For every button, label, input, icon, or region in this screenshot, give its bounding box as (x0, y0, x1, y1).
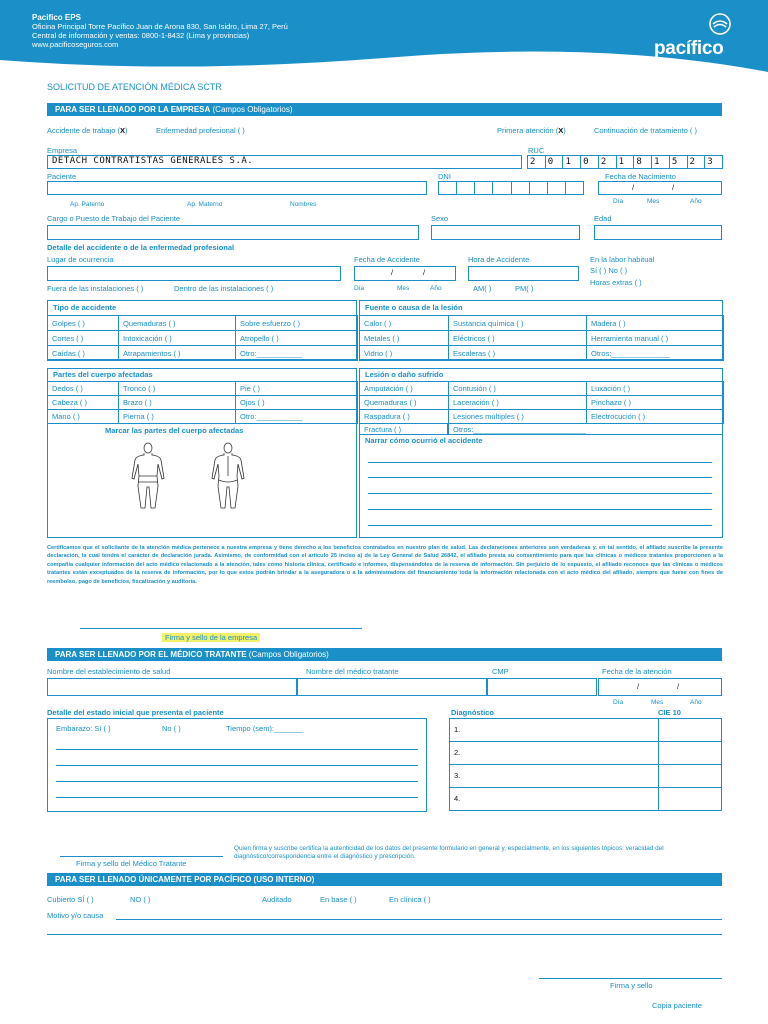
ruc-digit-box[interactable]: 5 (669, 155, 688, 169)
fecha-acc-dia: Día (354, 285, 365, 292)
pacifico-logo-text: pacífico (654, 38, 724, 59)
partes-cuerpo-option[interactable]: Mano ( ) (47, 409, 119, 424)
estado-line-2[interactable] (56, 765, 418, 766)
cie10-cell[interactable] (658, 718, 722, 742)
edad-field[interactable] (594, 225, 722, 240)
copia-paciente-label: Copia paciente (652, 1001, 703, 1010)
fecha-nacimiento-label: Fecha de Nacimiento (605, 172, 676, 181)
ruc-digit-box[interactable]: 2 (687, 155, 706, 169)
am-option[interactable]: AM( ) (473, 284, 492, 293)
motivo-line-2[interactable] (47, 934, 722, 935)
ruc-digit-box[interactable]: 1 (616, 155, 635, 169)
narrar-line-1[interactable] (368, 462, 712, 463)
company-web: www.pacificoseguros.com (32, 40, 119, 49)
body-back-figure[interactable] (208, 442, 248, 510)
continuacion-option[interactable]: Continuación de tratamiento ( ) (594, 126, 697, 135)
fecha-at-slash1: / (637, 682, 640, 691)
dni-digit-box[interactable] (438, 181, 457, 195)
lesion-dano-option[interactable]: Raspadura ( ) (359, 409, 449, 424)
fecha-acc-anio: Año (430, 285, 442, 292)
cargo-field[interactable] (47, 225, 419, 240)
primera-atencion-option[interactable] (497, 126, 566, 135)
primera-atencion-close: ) (563, 126, 566, 135)
fuente-lesion-option[interactable]: Vidrio ( ) (359, 345, 449, 361)
firma-empresa-label (162, 633, 260, 642)
hora-accidente-label: Hora de Accidente (468, 255, 530, 264)
sexo-label: Sexo (431, 214, 449, 223)
partes-cuerpo-title: Partes del cuerpo afectadas (53, 370, 153, 379)
enfermedad-profesional-option[interactable]: Enfermedad profesional ( ) (156, 126, 245, 135)
ruc-digit-box[interactable]: 2 (527, 155, 546, 169)
estado-line-3[interactable] (56, 781, 418, 782)
certificacion-text: Certificamos que el solicitante de la atención médica pertenece a nuestra empresa y tiene derecho a los beneficios contratados en nuestro plan de salud. Las declaraciones anteriores son verdaderas y, en tal sentido, el afiliado suscribe la presente declaración, la cual tendrá el carácter de declaración jurada. Asimismo, de conformidad con el artículo 25 inciso a) de la Ley General de Salud 26842, el afiliado presta su consentimiento para que las clínicas o médicos tratantes proporcionen a la compañía cualquier información del acto médico relacionado a la atención, tales como historia clínica, certificado e informes, dispensándoles de la reserva de información. Sin perjuicio de lo expuesto, el afiliado reconoce que las clínicas o médicos tratantes están exceptuados de la reserva de información, por lo que estos podrán brindar a la aseguradora o a la administradora del financiamiento toda la información relacionada con el acto médico del afiliado, siempre que fuese con fines de reembolso, pago de beneficios, fiscalización y auditoría. (47, 545, 723, 585)
en-clinica-option[interactable]: En clínica ( ) (389, 895, 431, 904)
fecha-acc-mes: Mes (397, 285, 410, 292)
dni-digit-box[interactable] (511, 181, 530, 195)
diagnostico-row[interactable]: 4. (449, 787, 659, 811)
fecha-nac-slash2: / (672, 183, 675, 192)
lesion-dano-option[interactable]: Amputación ( ) (359, 381, 449, 396)
fecha-at-slash2: / (677, 682, 680, 691)
medico-bar-note: (Campos Obligatorios) (248, 650, 329, 659)
fecha-atencion-field[interactable] (598, 678, 722, 696)
dni-digit-box[interactable] (529, 181, 548, 195)
pacifico-section-bar (47, 873, 722, 886)
fuente-lesion-option[interactable]: Eléctricos ( ) (448, 330, 587, 346)
narrar-line-2[interactable] (368, 477, 712, 478)
lesion-dano-option[interactable]: Contusión ( ) (448, 381, 587, 396)
fecha-nac-slash1: / (632, 183, 635, 192)
ruc-digit-box[interactable]: 2 (598, 155, 617, 169)
partes-cuerpo-option[interactable]: Ojos ( ) (235, 395, 358, 410)
ruc-digit-box[interactable]: 0 (580, 155, 599, 169)
accidente-trabajo-option[interactable] (47, 126, 127, 135)
body-front-figure[interactable] (128, 442, 168, 510)
dni-digit-box[interactable] (492, 181, 511, 195)
fuente-lesion-option[interactable]: Otros:______________ (586, 345, 724, 361)
pacifico-bar-title: PARA SER LLENADO ÚNICAMENTE POR PACÍFICO (USO INTERNO) (55, 875, 315, 884)
ruc-digit-box[interactable]: 8 (633, 155, 652, 169)
ap-materno-label: Ap. Materno (187, 201, 223, 208)
empresa-label: Empresa (47, 146, 78, 155)
lesion-dano-option[interactable]: Laceración ( ) (448, 395, 587, 410)
fuente-lesion-option[interactable]: Calor ( ) (359, 315, 449, 331)
horas-extras[interactable]: Horas extras ( ) (590, 278, 642, 287)
ruc-digit-box[interactable]: 1 (562, 155, 581, 169)
firma-empresa-highlight: Firma y sello de la empresa (162, 633, 260, 642)
accidente-trabajo-mark: X (119, 126, 125, 135)
dni-label: DNI (438, 172, 451, 181)
cie10-cell[interactable] (658, 787, 722, 811)
firma-sello-label: Firma y sello (610, 981, 653, 990)
dni-digit-box[interactable] (565, 181, 584, 195)
fuente-lesion-option[interactable]: Escaleras ( ) (448, 345, 587, 361)
tipo-accidente-option[interactable]: Otro:___________ (235, 345, 358, 361)
tipo-accidente-option[interactable]: Golpes ( ) (47, 315, 119, 331)
tipo-accidente-title: Tipo de accidente (53, 303, 117, 312)
fecha-at-anio: Año (690, 699, 702, 706)
fuera-instalaciones[interactable]: Fuera de las instalaciones ( ) (47, 284, 144, 293)
medico-label: Nombre del médico tratante (306, 667, 399, 676)
estado-line-1[interactable] (56, 749, 418, 750)
tipo-accidente-option[interactable]: Sobre esfuerzo ( ) (235, 315, 358, 331)
dni-digit-box[interactable] (547, 181, 566, 195)
fecha-atencion-label: Fecha de la atención (602, 667, 672, 676)
tipo-accidente-option[interactable]: Intoxicación ( ) (118, 330, 236, 346)
tipo-accidente-option[interactable]: Quemaduras ( ) (118, 315, 236, 331)
detalle-title: Detalle del accidente o de la enfermedad profesional (47, 243, 235, 252)
header-info (32, 13, 288, 49)
paciente-field[interactable] (47, 181, 427, 195)
lesion-dano-option[interactable]: Quemaduras ( ) (359, 395, 449, 410)
narrar-line-3[interactable] (368, 493, 712, 494)
firma-sello-line[interactable] (539, 978, 722, 979)
fuente-lesion-option[interactable]: Metales ( ) (359, 330, 449, 346)
partes-cuerpo-option[interactable]: Cabeza ( ) (47, 395, 119, 410)
lesion-dano-option[interactable]: Lesiones múltiples ( ) (448, 409, 587, 424)
auditado-label: Auditado (262, 895, 292, 904)
primera-atencion-label: Primera atención ( (497, 126, 559, 135)
ruc-field[interactable] (527, 155, 722, 169)
fuente-lesion-title: Fuente o causa de la lesión (365, 303, 463, 312)
fecha-accidente-label: Fecha de Accidente (354, 255, 420, 264)
ruc-digit-box[interactable]: 0 (545, 155, 564, 169)
diagnostico-title: Diagnóstico (451, 708, 494, 717)
tipo-accidente-option[interactable]: Atrapamientos ( ) (118, 345, 236, 361)
cubierto-no[interactable]: NO ( ) (130, 895, 151, 904)
medico-field[interactable] (297, 678, 487, 696)
labor-habitual-label: En la labor habitual (590, 255, 655, 264)
cmp-field[interactable] (487, 678, 597, 696)
company-name: Pacifico EPS (32, 13, 81, 22)
dni-digit-box[interactable] (456, 181, 475, 195)
firma-medico-line[interactable] (60, 856, 223, 857)
lesion-dano-option[interactable]: Luxación ( ) (586, 381, 724, 396)
partes-cuerpo-option[interactable]: Otro:___________ (235, 409, 358, 424)
tipo-accidente-option[interactable]: Cortes ( ) (47, 330, 119, 346)
partes-cuerpo-option[interactable]: Pierna ( ) (118, 409, 236, 424)
ap-paterno-label: Ap. Paterno (70, 201, 105, 208)
embarazo-no[interactable]: No ( ) (162, 724, 181, 733)
establecimiento-label: Nombre del establecimiento de salud (47, 667, 171, 676)
empresa-bar-note: (Campos Obligatorios) (212, 105, 293, 114)
cie10-cell[interactable] (658, 741, 722, 765)
accidente-trabajo-label: Accidente de trabajo ( (47, 126, 120, 135)
cubierto-si[interactable]: Cubierto SÍ ( ) (47, 895, 94, 904)
primera-atencion-mark: X (558, 126, 564, 135)
partes-cuerpo-option[interactable]: Dedos ( ) (47, 381, 119, 396)
company-address: Oficina Principal Torre Pacífico Juan de Arona 830, San Isidro, Lima 27, Perú (32, 22, 288, 31)
empresa-section-bar (47, 103, 722, 116)
nombres-label: Nombres (290, 201, 317, 208)
narrar-label: Narrar cómo ocurrió el accidente (365, 436, 483, 445)
tiempo-semanas[interactable]: Tiempo (sem):_______ (226, 724, 304, 733)
pacifico-logo-icon (708, 12, 732, 36)
partes-cuerpo-option[interactable]: Tronco ( ) (118, 381, 236, 396)
empresa-value: DETACH CONTRATISTAS GENERALES S.A. (52, 156, 254, 166)
sexo-field[interactable] (431, 225, 580, 240)
ruc-digit-box[interactable]: 1 (651, 155, 670, 169)
narrar-line-4[interactable] (368, 509, 712, 510)
dni-field[interactable] (438, 181, 583, 195)
tipo-accidente-option[interactable]: Caídas ( ) (47, 345, 119, 361)
fecha-at-dia: Día (613, 699, 624, 706)
labor-si-no[interactable]: Sí ( ) No ( ) (590, 266, 628, 275)
fuente-lesion-option[interactable]: Madera ( ) (586, 315, 724, 331)
firma-empresa-line[interactable] (80, 628, 362, 629)
motivo-label: Motivo y/o causa (47, 911, 104, 920)
diagnostico-row[interactable]: 2. (449, 741, 659, 765)
paciente-label: Paciente (47, 172, 77, 181)
fecha-acc-slash2: / (423, 268, 426, 277)
fecha-at-mes: Mes (651, 699, 664, 706)
fuente-lesion-option[interactable]: Sustancia química ( ) (448, 315, 587, 331)
cmp-label: CMP (492, 667, 509, 676)
ruc-digit-box[interactable]: 3 (704, 155, 723, 169)
fecha-accidente-field[interactable] (354, 266, 456, 281)
narrar-line-5[interactable] (368, 525, 712, 526)
partes-cuerpo-option[interactable]: Pie ( ) (235, 381, 358, 396)
estado-inicial-title: Detalle del estado inicial que presenta el paciente (47, 708, 224, 717)
diagnostico-row[interactable]: 1. (449, 718, 659, 742)
cargo-label: Cargo o Puesto de Trabajo del Paciente (47, 214, 181, 223)
edad-label: Edad (594, 214, 612, 223)
fecha-acc-slash1: / (391, 268, 394, 277)
partes-cuerpo-option[interactable]: Brazo ( ) (118, 395, 236, 410)
accidente-trabajo-close: ) (124, 126, 128, 135)
lugar-field[interactable] (47, 266, 341, 281)
company-phone: Central de información y ventas: 0800-1-8432 (Lima y provincias) (32, 31, 250, 40)
anio-label: Año (690, 198, 702, 205)
firma-medico-label: Firma y sello del Médico Tratante (76, 859, 187, 868)
embarazo-si[interactable]: Embarazo: Sí ( ) (56, 724, 111, 733)
cie10-title: CIE 10 (658, 708, 681, 717)
ruc-label: RUC (528, 146, 545, 155)
lesion-dano-option[interactable]: Pinchazo ( ) (586, 395, 724, 410)
certifica-medico-text: Quien firma y suscribe certifica la autenticidad de los datos del presente formulario en general y, especialmente, en los siguientes tópicos: veracidad del diagnóstico/correspondencia entre el diagnóstico y prescripción. (234, 845, 664, 860)
lugar-label: Lugar de ocurrencia (47, 255, 114, 264)
marcar-partes-label: Marcar las partes del cuerpo afectadas (105, 426, 244, 435)
lesion-dano-option[interactable]: Electrocución ( ) (586, 409, 724, 424)
otros-lesion[interactable]: Otros:___________________________ (448, 423, 723, 435)
mes-label: Mes (647, 198, 660, 205)
dia-label: Día (613, 198, 624, 205)
empresa-bar-title: PARA SER LLENADO POR LA EMPRESA (55, 105, 211, 114)
establecimiento-field[interactable] (47, 678, 297, 696)
en-base-option[interactable]: En base ( ) (320, 895, 357, 904)
hora-accidente-field[interactable] (468, 266, 579, 281)
estado-line-4[interactable] (56, 797, 418, 798)
motivo-line-1[interactable] (116, 919, 722, 920)
tipo-accidente-option[interactable]: Atropello ( ) (235, 330, 358, 346)
fractura-option[interactable]: Fractura ( ) (359, 423, 448, 435)
pm-option[interactable]: PM( ) (515, 284, 534, 293)
form-title: SOLICITUD DE ATENCIÓN MÉDICA SCTR (47, 82, 222, 92)
lesion-dano-title: Lesión o daño sufrido (365, 370, 444, 379)
dni-digit-box[interactable] (474, 181, 493, 195)
cie10-cell[interactable] (658, 764, 722, 788)
medico-section-bar (47, 648, 722, 661)
dentro-instalaciones[interactable]: Dentro de las instalaciones ( ) (174, 284, 274, 293)
medico-bar-title: PARA SER LLENADO POR EL MÉDICO TRATANTE (55, 650, 247, 659)
fecha-nacimiento-field[interactable] (598, 181, 722, 195)
diagnostico-row[interactable]: 3. (449, 764, 659, 788)
fuente-lesion-option[interactable]: Herramienta manual ( ) (586, 330, 724, 346)
